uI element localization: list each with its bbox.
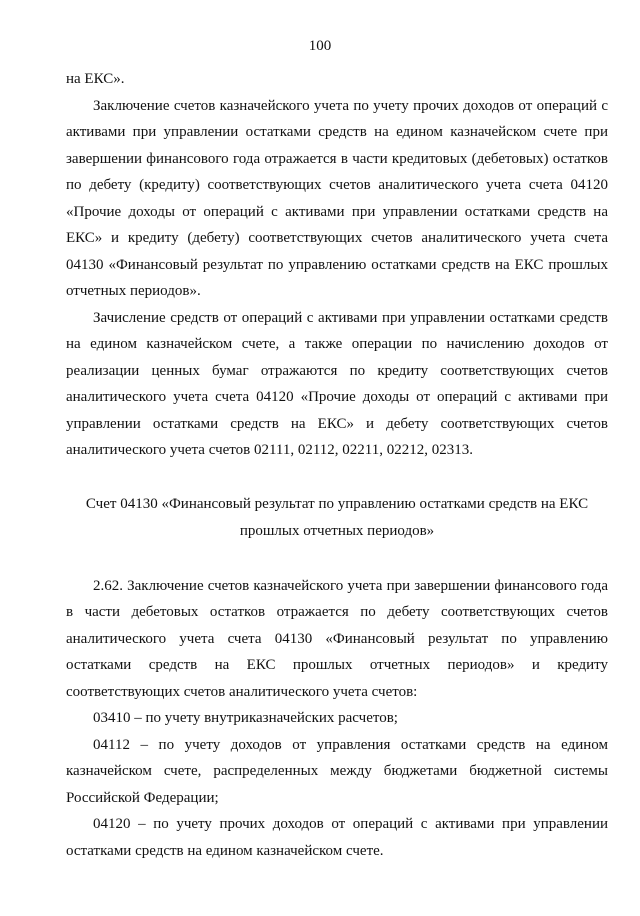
document-body	[66, 66, 608, 864]
list-item-04112: 04112 – по учету доходов от управления остатками средств на едином казначейском счете, распределенных между бюджетами бюджетной системы Российской Федерации;	[66, 736, 608, 806]
section-heading-line-1: Счет 04130 «Финансовый результат по управлению остатками средств на ЕКС	[85, 495, 589, 512]
paragraph-crediting-funds: Зачисление средств от операций с активами при управлении остатками средств на едином казначейском счете, а также операции по начислению доходов от реализации ценных бумаг отражаются по кредиту соответствующих счетов аналитического учета счета 04120 «Прочие доходы от операций с активами при управлении остатками средств на ЕКС» и дебету соответствующих счетов аналитического учета счетов 02111, 02112, 02211, 02212, 02313.	[66, 309, 608, 458]
list-item-03410: 03410 – по учету внутриказначейских расчетов;	[93, 710, 398, 726]
section-heading	[66, 491, 608, 545]
paragraph-closing-accounts: Заключение счетов казначейского учета по учету прочих доходов от операций с активами при управлении остатками средств на едином казначейском счете при завершении финансового года отражается в части кредитовых (дебетовых) остатков по дебету (кредиту) соответствующих счетов аналитического учета счета 04120 «Прочие доходы от операций с активами при управлении остатками средств на ЕКС» и кредиту (дебету) соответствующих счетов аналитического учета счета 04130 «Финансовый результат по управлению остатками средств на ЕКС прошлых отчетных периодов».	[66, 97, 608, 299]
paragraph-continuation: на ЕКС».	[66, 71, 125, 87]
page-number: 100	[308, 38, 332, 54]
section-heading-line-2: прошлых отчетных периодов»	[239, 522, 435, 539]
paragraph-2-62: 2.62. Заключение счетов казначейского учета при завершении финансового года в части дебетовых остатков отражается по дебету соответствующих счетов аналитического учета счета 04130 «Финансовый результат по управлению остатками средств на ЕКС прошлых отчетных периодов» и кредиту соответствующих счетов аналитического учета счетов:	[66, 577, 608, 700]
list-item-04120: 04120 – по учету прочих доходов от операций с активами при управлении остатками средств на едином казначейском счете.	[66, 816, 608, 859]
